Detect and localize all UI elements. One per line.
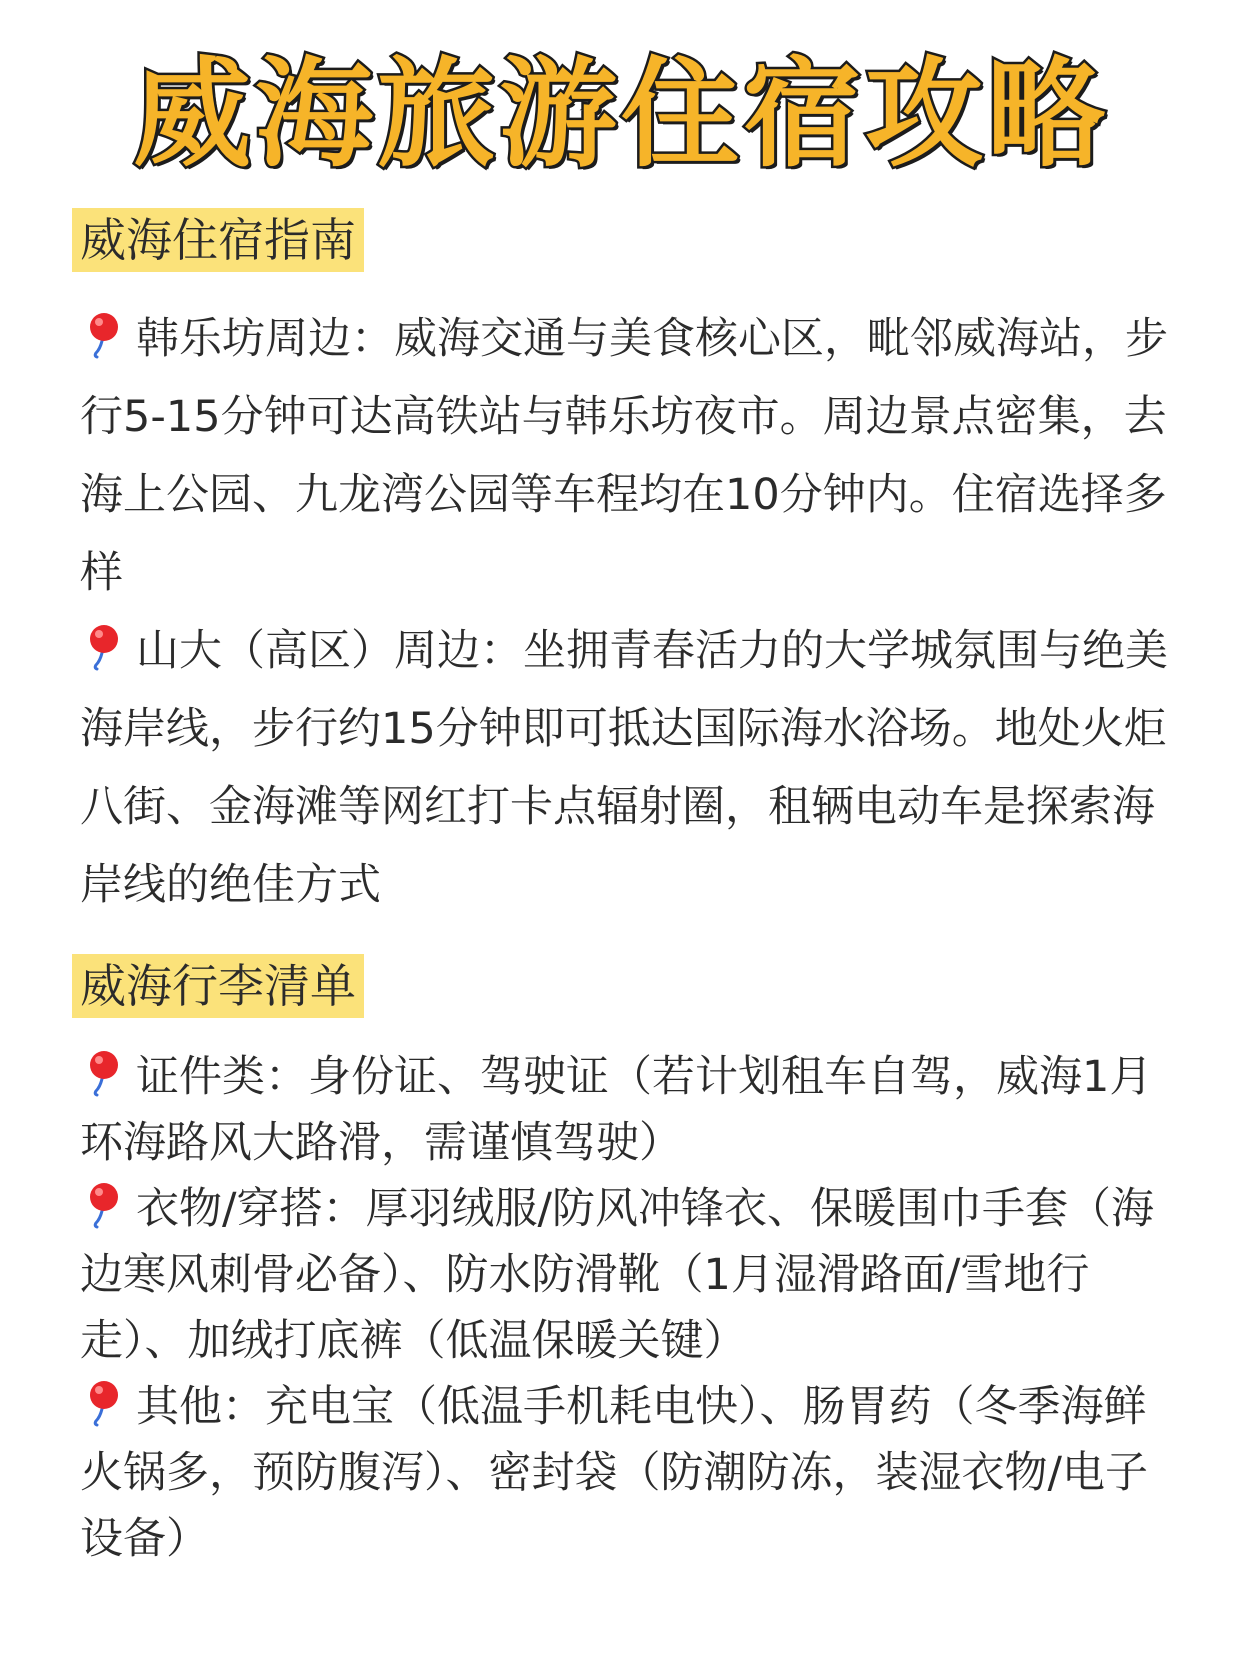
accommodation-item-hanlefang: 韩乐坊周边：威海交通与美食核心区，毗邻威海站，步行5-15分钟可达高铁站与韩乐坊夜市。周边景点密集，去海上公园、九龙湾公园等车程均在10分钟内。住宿选择多样: [80, 314, 1168, 598]
section-heading-accommodation: 威海住宿指南: [72, 208, 364, 272]
section-heading-packing-list: 威海行李清单: [72, 954, 364, 1018]
list-item: [80, 300, 1180, 612]
pushpin-icon: [80, 1379, 124, 1427]
list-item: [80, 612, 1180, 924]
packing-item-other: 其他：充电宝（低温手机耗电快）、肠胃药（冬季海鲜火锅多，预防腹泻）、密封袋（防潮防冻，装湿衣物/电子设备）: [80, 1382, 1148, 1564]
list-item: [80, 1044, 1180, 1176]
packing-item-documents: 证件类：身份证、驾驶证（若计划租车自驾，威海1月环海路风大路滑，需谨慎驾驶）: [80, 1052, 1153, 1168]
packing-item-clothing: 衣物/穿搭：厚羽绒服/防风冲锋衣、保暖围巾手套（海边寒风刺骨必备）、防水防滑靴（1月湿滑路面/雪地行走）、加绒打底裤（低温保暖关键）: [80, 1184, 1154, 1366]
page-title: 威海旅游住宿攻略: [132, 45, 1109, 183]
accommodation-item-shanda: 山大（高区）周边：坐拥青春活力的大学城氛围与绝美海岸线，步行约15分钟即可抵达国际海水浴场。地处火炬八街、金海滩等网红打卡点辐射圈，租辆电动车是探索海岸线的绝佳方式: [80, 626, 1168, 910]
pushpin-icon: [80, 1181, 124, 1229]
list-item: [80, 1374, 1180, 1572]
pushpin-icon: [80, 1049, 124, 1097]
list-item: [80, 1176, 1180, 1374]
pushpin-icon: [80, 311, 124, 359]
pushpin-icon: [80, 623, 124, 671]
